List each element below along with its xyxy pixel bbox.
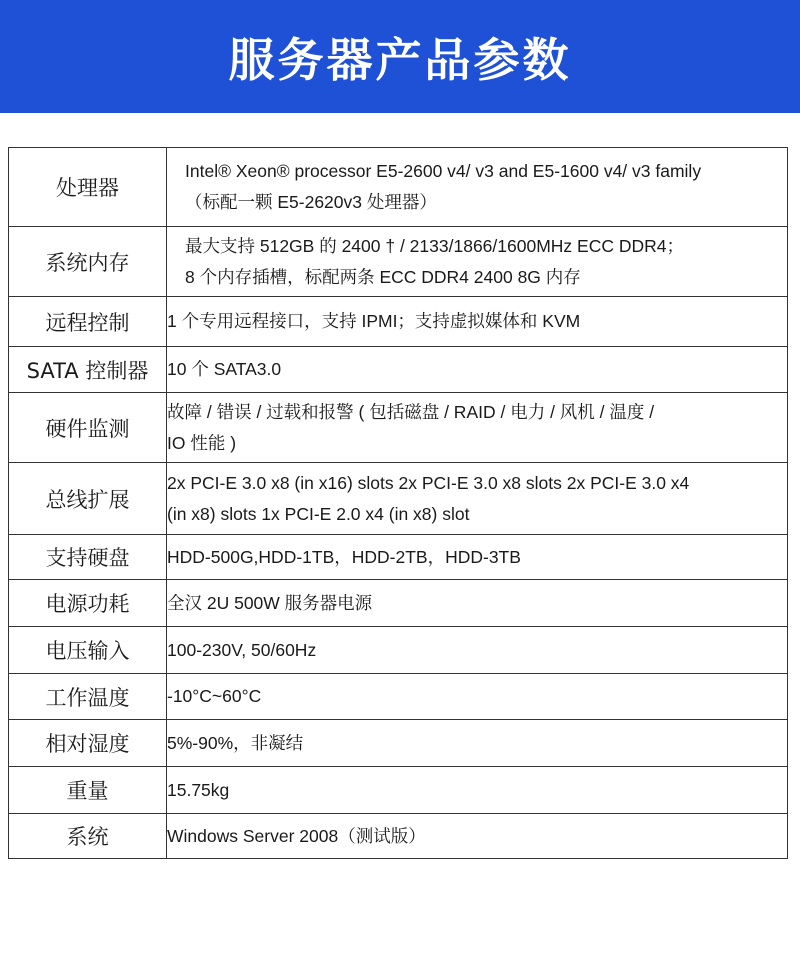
value-line: 15.75kg bbox=[167, 779, 230, 800]
row-value bbox=[167, 393, 788, 463]
table-row-bus bbox=[9, 463, 788, 535]
value-line: 100-230V, 50/60Hz bbox=[167, 639, 317, 660]
table-row-humidity bbox=[9, 720, 788, 767]
table-row-remote bbox=[9, 297, 788, 347]
table-row-disk bbox=[9, 535, 788, 580]
value-line: 全汉 2U 500W 服务器电源 bbox=[167, 592, 373, 613]
value-line: 最大支持 512GB 的 2400 † / 2133/1866/1600MHz ECC DDR4； bbox=[185, 235, 684, 256]
row-label: 工作温度 bbox=[9, 674, 167, 720]
row-value bbox=[167, 627, 788, 674]
value-line: 5%-90%，非凝结 bbox=[167, 732, 304, 753]
row-label: 重量 bbox=[9, 767, 167, 814]
row-value bbox=[167, 148, 788, 227]
table-row-weight bbox=[9, 767, 788, 814]
value-line: （标配一颗 E5-2620v3 处理器） bbox=[185, 192, 437, 212]
table-row-power bbox=[9, 580, 788, 627]
value-line: IO 性能 ) bbox=[167, 432, 237, 453]
table-row-voltage bbox=[9, 627, 788, 674]
header-banner bbox=[0, 0, 800, 113]
page-title: 服务器产品参数 bbox=[228, 32, 572, 87]
table-row-temperature bbox=[9, 674, 788, 720]
value-line: (in x8) slots 1x PCI-E 2.0 x4 (in x8) slot bbox=[167, 503, 470, 524]
row-value bbox=[167, 227, 788, 297]
row-value bbox=[167, 297, 788, 347]
value-line: 8 个内存插槽，标配两条 ECC DDR4 2400 8G 内存 bbox=[185, 266, 581, 287]
row-label: SATA 控制器 bbox=[9, 347, 167, 393]
value-line: 10 个 SATA3.0 bbox=[167, 359, 282, 379]
row-value bbox=[167, 814, 788, 859]
row-label: 总线扩展 bbox=[9, 463, 167, 535]
row-label: 硬件监测 bbox=[9, 393, 167, 463]
value-line: 1 个专用远程接口，支持 IPMI；支持虚拟媒体和 KVM bbox=[167, 311, 581, 331]
value-line: HDD-500G,HDD-1TB，HDD-2TB，HDD-3TB bbox=[167, 546, 521, 567]
row-label: 远程控制 bbox=[9, 297, 167, 347]
value-line: Intel® Xeon® processor E5-2600 v4/ v3 and E5-1600 v4/ v3 family bbox=[185, 161, 702, 181]
row-value bbox=[167, 767, 788, 814]
table-row-monitor bbox=[9, 393, 788, 463]
row-value bbox=[167, 535, 788, 580]
value-line: Windows Server 2008（测试版） bbox=[167, 825, 426, 846]
row-label: 处理器 bbox=[9, 148, 167, 227]
row-label: 电源功耗 bbox=[9, 580, 167, 627]
row-label: 支持硬盘 bbox=[9, 535, 167, 580]
row-label: 系统内存 bbox=[9, 227, 167, 297]
row-value bbox=[167, 720, 788, 767]
row-value bbox=[167, 463, 788, 535]
row-label: 相对湿度 bbox=[9, 720, 167, 767]
row-value bbox=[167, 580, 788, 627]
row-value bbox=[167, 674, 788, 720]
row-label: 系统 bbox=[9, 814, 167, 859]
table-row-cpu bbox=[9, 148, 788, 227]
value-line: 2x PCI-E 3.0 x8 (in x16) slots 2x PCI-E 3.0 x8 slots 2x PCI-E 3.0 x4 bbox=[167, 472, 690, 493]
spec-table bbox=[8, 147, 788, 859]
table-row-os bbox=[9, 814, 788, 859]
table-row-sata bbox=[9, 347, 788, 393]
row-label: 电压输入 bbox=[9, 627, 167, 674]
value-line: -10°C~60°C bbox=[167, 686, 262, 706]
table-row-memory bbox=[9, 227, 788, 297]
value-line: 故障 / 错误 / 过载和报警 ( 包括磁盘 / RAID / 电力 / 风机 / 温度 / bbox=[167, 401, 655, 422]
row-value bbox=[167, 347, 788, 393]
